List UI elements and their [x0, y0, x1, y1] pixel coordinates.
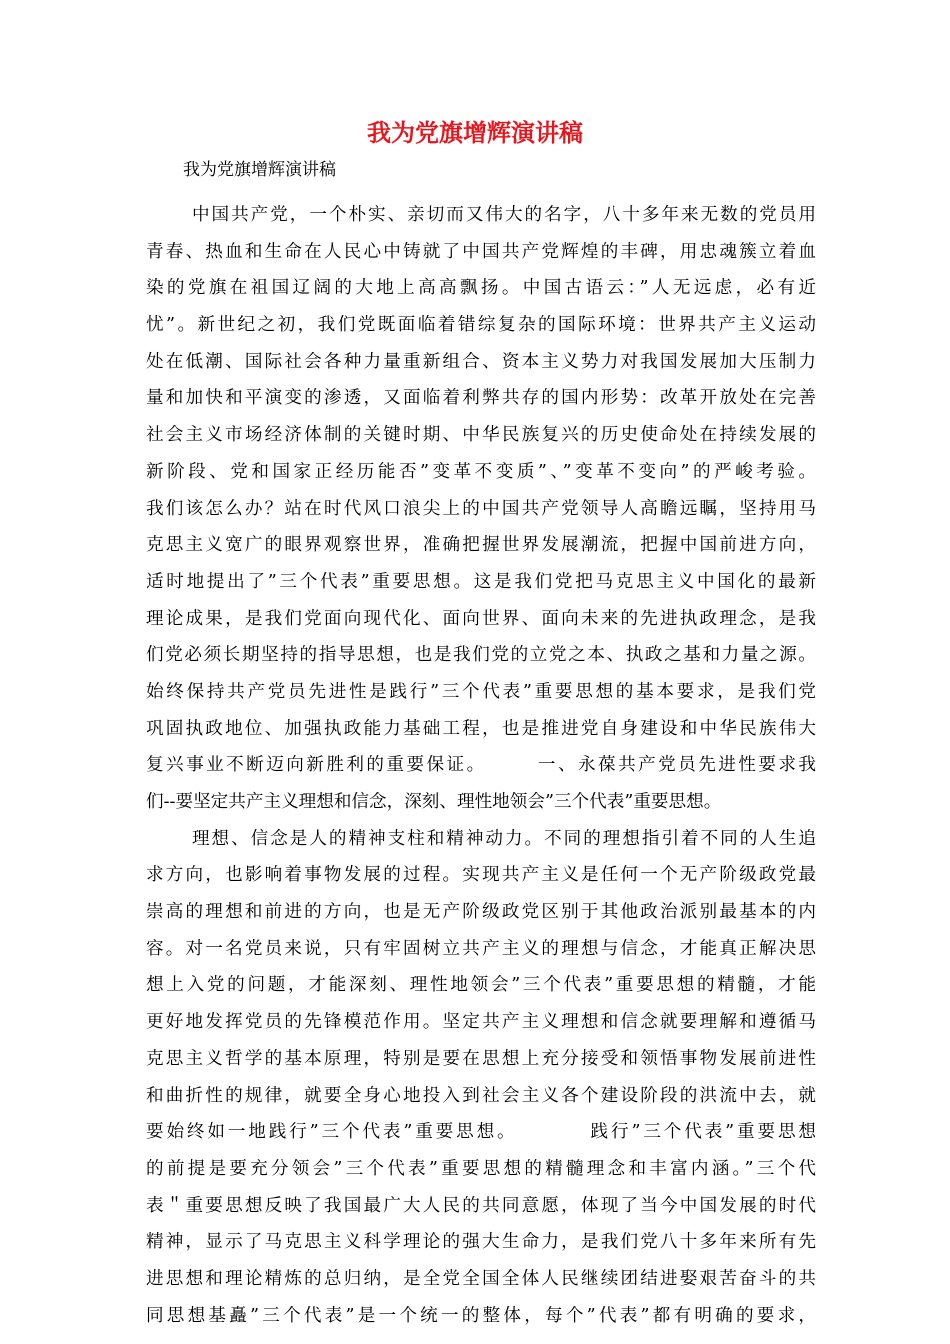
text-line: 克思主义哲学的基本原理，特别是要在思想上充分接受和领悟事物发展前进性 — [146, 1048, 816, 1069]
text-line: 忧”。新世纪之初，我们党既面临着错综复杂的国际环境：世界共产主义运动 — [146, 315, 816, 336]
text-line: 社会主义市场经济体制的关键时期、中华民族复兴的历史使命处在持续发展的 — [146, 425, 816, 446]
text-line: 适时地提出了”三个代表”重要思想。这是我们党把马克思主义中国化的最新 — [146, 571, 816, 592]
text-line: 想上入党的问题，才能深刻、理性地领会”三个代表”重要思想的精髓，才能 — [146, 975, 816, 996]
text-line: 理想、信念是人的精神支柱和精神动力。不同的理想指引着不同的人生追 — [192, 828, 816, 849]
text-line: 求方向，也影响着事物发展的过程。实现共产主义是任何一个无产阶级政党最 — [146, 865, 816, 886]
document-subtitle: 我为党旗增辉演讲稿 — [183, 160, 336, 180]
text-line: 崇高的理想和前进的方向，也是无产阶级政党区别于其他政治派别最基本的内 — [146, 902, 816, 923]
text-line: 复兴事业不断迈向新胜利的重要保证。 一、永葆共产党员先进性要求我 — [146, 755, 816, 776]
text-line: 同思想基矗”三个代表”是一个统一的整体，每个”代表”都有明确的要求， — [146, 1305, 816, 1326]
document-title: 我为党旗增辉演讲稿 — [367, 119, 583, 147]
text-line: 克思主义宽广的眼界观察世界，准确把握世界发展潮流，把握中国前进方向， — [146, 535, 816, 556]
text-line: 中国共产党，一个朴实、亲切而又伟大的名字，八十多年来无数的党员用 — [192, 205, 816, 225]
document-body — [146, 197, 816, 1334]
text-line: 量和加快和平演变的渗透，又面临着利弊共存的国内形势：改革开放处在完善 — [146, 388, 816, 409]
text-line: 理论成果，是我们党面向现代化、面向世界、面向未来的先进执政理念，是我 — [146, 608, 816, 629]
text-line: 我们该怎么办？站在时代风口浪尖上的中国共产党领导人高瞻远瞩，坚持用马 — [146, 498, 816, 519]
text-line: 容。对一名党员来说，只有牢固树立共产主义的理想与信念，才能真正解决思 — [146, 938, 816, 959]
text-line: 处在低潮、国际社会各种力量重新组合、资本主义势力对我国发展加大压制力 — [146, 351, 816, 372]
text-line: 更好地发挥党员的先锋模范作用。坚定共产主义理想和信念就要理解和遵循马 — [146, 1012, 816, 1033]
text-line: 的前提是要充分领会”三个代表”重要思想的精髓理念和丰富内涵。”三个代 — [146, 1158, 816, 1179]
text-line: 染的党旗在祖国辽阔的大地上高高飘扬。中国古语云：”人无远虑，必有近 — [146, 278, 816, 299]
text-line: 要始终如一地践行”三个代表”重要思想。 践行”三个代表”重要思想 — [146, 1122, 816, 1143]
text-line: 巩固执政地位、加强执政能力基础工程，也是推进党自身建设和中华民族伟大 — [146, 718, 816, 739]
text-line: 精神，显示了马克思主义科学理论的强大生命力，是我们党八十多年来所有先 — [146, 1232, 816, 1253]
text-line: 们党必须长期坚持的指导思想，也是我们党的立党之本、执政之基和力量之源。 — [146, 645, 816, 666]
text-line: 青春、热血和生命在人民心中铸就了中国共产党辉煌的丰碑，用忠魂簇立着血 — [146, 241, 816, 262]
text-line: 进思想和理论精炼的总归纳，是全党全国全体人民继续团结进娶艰苦奋斗的共 — [146, 1268, 816, 1289]
text-line: 新阶段、党和国家正经历能否”变革不变质”、”变革不变向”的严峻考验。 — [146, 461, 816, 482]
text-line: 和曲折性的规律，就要全身心地投入到社会主义各个建设阶段的洪流中去，就 — [146, 1085, 816, 1106]
text-line: 表＂重要思想反映了我国最广大人民的共同意愿，体现了当今中国发展的时代 — [146, 1195, 816, 1216]
text-line: 们--要坚定共产主义理想和信念，深刻、理性地领会”三个代表”重要思想。 — [146, 792, 722, 812]
text-line: 始终保持共产党员先进性是践行”三个代表”重要思想的基本要求，是我们党 — [146, 681, 816, 702]
